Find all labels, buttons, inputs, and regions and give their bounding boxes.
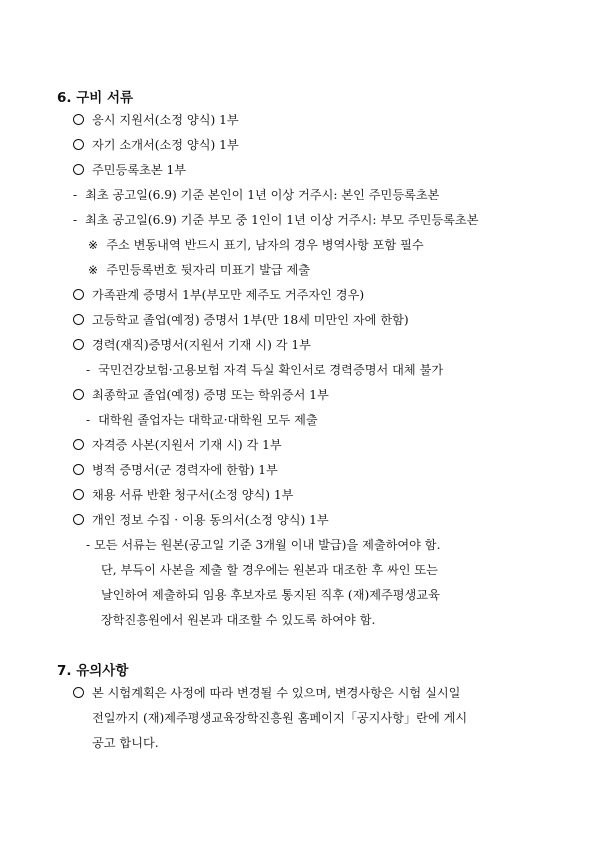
dash-bullet-icon: - bbox=[73, 188, 78, 202]
list-item: ※ 주민등록번호 뒷자리 미표기 발급 제출 bbox=[88, 263, 311, 277]
list-item: 채용 서류 반환 청구서(소정 양식) 1부 bbox=[73, 487, 293, 503]
circle-bullet-icon bbox=[73, 514, 84, 525]
list-item: - 국민건강보험·고용보험 자격 득실 확인서로 경력증명서 대체 불가 bbox=[86, 363, 444, 377]
circle-bullet-icon bbox=[73, 289, 84, 300]
list-item: 주민등록초본 1부 bbox=[73, 162, 186, 178]
circle-bullet-icon bbox=[73, 464, 84, 475]
notice-line: 전일까지 (재)제주평생교육장학진흥원 홈페이지「공지사항」란에 게시 bbox=[92, 711, 468, 725]
notice-line: 공고 합니다. bbox=[92, 736, 159, 750]
list-item: 최종학교 졸업(예정) 증명 또는 학위증서 1부 bbox=[73, 387, 329, 403]
list-item: - 최초 공고일(6.9) 기준 본인이 1년 이상 거주시: 본인 주민등록초본 bbox=[73, 188, 440, 202]
list-item: 자격증 사본(지원서 기재 시) 각 1부 bbox=[73, 437, 282, 453]
dash-bullet-icon: - bbox=[86, 413, 91, 427]
list-item: - 최초 공고일(6.9) 기준 부모 중 1인이 1년 이상 거주시: 부모 주민등록초본 bbox=[73, 213, 479, 227]
list-item: 개인 정보 수집 · 이용 동의서(소정 양식) 1부 bbox=[73, 512, 329, 528]
dash-bullet-icon: - bbox=[86, 363, 91, 377]
closing-note-line: 장학진흥원에서 원본과 대조할 수 있도록 하여야 함. bbox=[101, 613, 376, 627]
closing-note-line: 날인하여 제출하되 임용 후보자로 통지된 직후 (재)제주평생교육 bbox=[101, 588, 440, 602]
dash-bullet-icon: - bbox=[73, 213, 78, 227]
list-item: 응시 지원서(소정 양식) 1부 bbox=[73, 112, 239, 128]
list-item: 경력(재직)증명서(지원서 기재 시) 각 1부 bbox=[73, 337, 311, 353]
reference-mark-icon: ※ bbox=[88, 263, 99, 277]
section-6-heading: 6. 구비 서류 bbox=[57, 90, 134, 106]
circle-bullet-icon bbox=[73, 139, 84, 150]
circle-bullet-icon bbox=[73, 439, 84, 450]
circle-bullet-icon bbox=[73, 389, 84, 400]
section-7-heading: 7. 유의사항 bbox=[57, 663, 129, 679]
closing-note-line: - 모든 서류는 원본(공고일 기준 3개월 이내 발급)을 제출하여야 함. bbox=[86, 538, 441, 552]
closing-note-line: 단, 부득이 사본을 제출 할 경우에는 원본과 대조한 후 싸인 또는 bbox=[101, 563, 438, 577]
list-item: 자기 소개서(소정 양식) 1부 bbox=[73, 137, 239, 153]
list-item: 가족관계 증명서 1부(부모만 제주도 거주자인 경우) bbox=[73, 287, 364, 303]
reference-mark-icon: ※ bbox=[88, 238, 99, 252]
list-item: - 대학원 졸업자는 대학교·대학원 모두 제출 bbox=[86, 413, 318, 427]
circle-bullet-icon bbox=[73, 339, 84, 350]
list-item: 고등학교 졸업(예정) 증명서 1부(만 18세 미만인 자에 한함) bbox=[73, 312, 409, 328]
circle-bullet-icon bbox=[73, 687, 84, 698]
list-item: ※ 주소 변동내역 반드시 표기, 남자의 경우 병역사항 포함 필수 bbox=[88, 238, 424, 252]
circle-bullet-icon bbox=[73, 114, 84, 125]
notice-line: 본 시험계획은 사정에 따라 변경될 수 있으며, 변경사항은 시험 실시일 bbox=[73, 685, 460, 701]
circle-bullet-icon bbox=[73, 164, 84, 175]
list-item: 병적 증명서(군 경력자에 한함) 1부 bbox=[73, 462, 278, 478]
circle-bullet-icon bbox=[73, 489, 84, 500]
circle-bullet-icon bbox=[73, 314, 84, 325]
